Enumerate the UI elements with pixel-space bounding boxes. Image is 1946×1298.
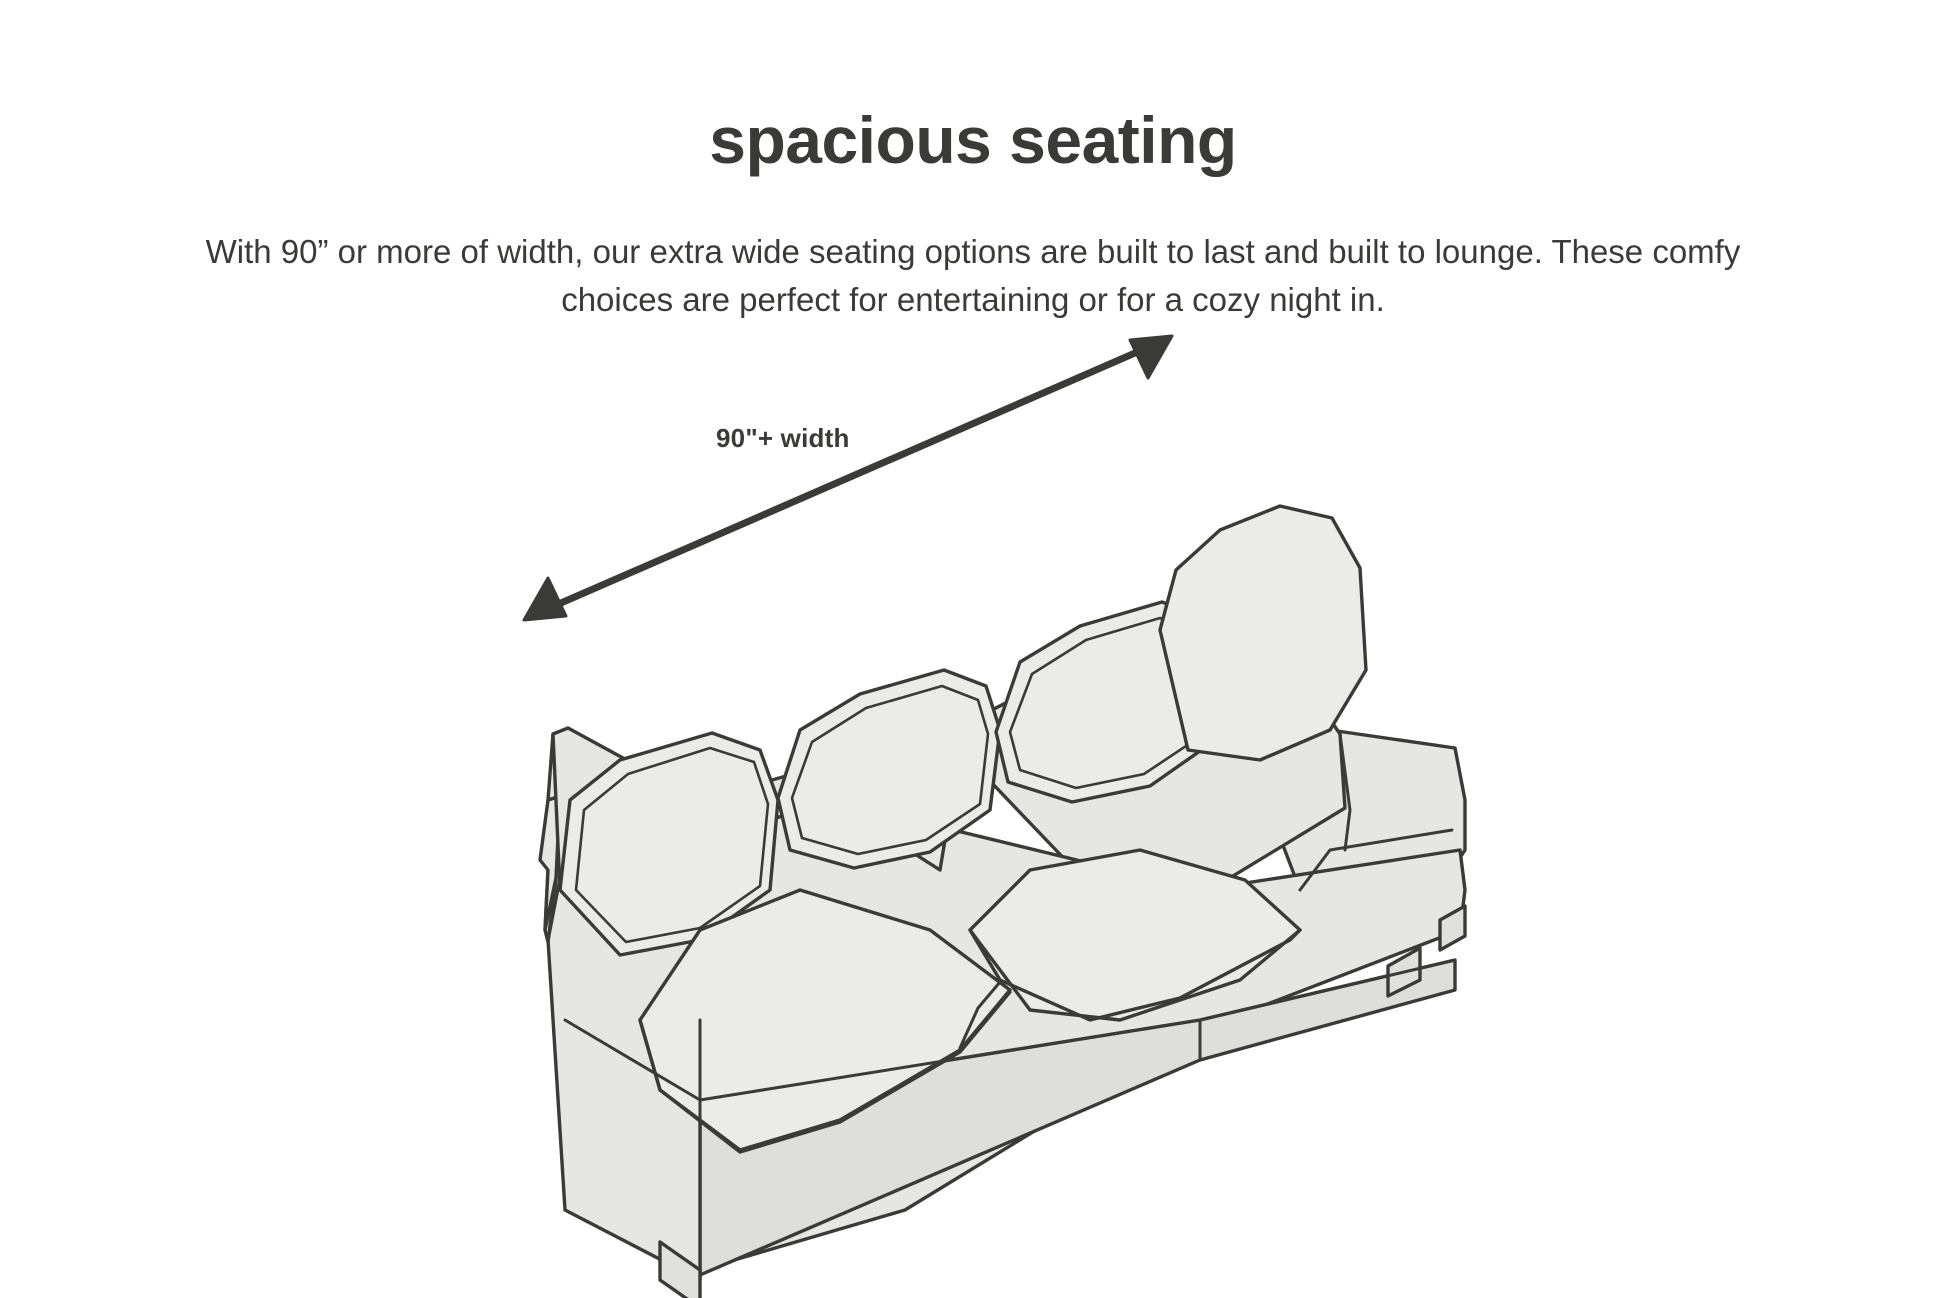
dimension-arrow <box>538 343 1158 613</box>
page-subtitle: With 90” or more of width, our extra wide seating options are built to last and built to lounge. These comfy choices are perfect for entertaining or for a cozy night in. <box>205 233 1741 318</box>
page-title: spacious seating <box>709 103 1237 177</box>
dimension-label: 90"+ width <box>716 423 850 453</box>
sofa-illustration <box>0 330 1946 1298</box>
